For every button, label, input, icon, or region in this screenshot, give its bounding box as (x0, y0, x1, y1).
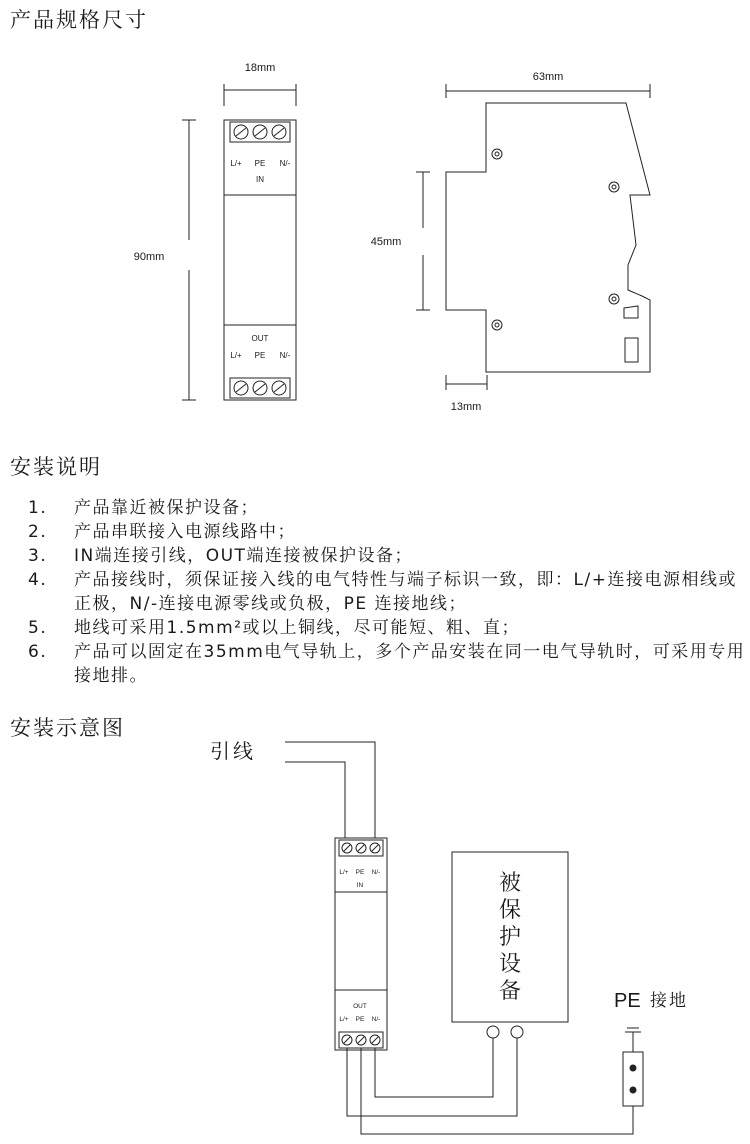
bottom-terminal-label: L/+ (339, 1016, 349, 1023)
out-label: OUT (251, 334, 269, 343)
ground-label: 接地 (650, 991, 688, 1010)
offset-dimension: 13mm (450, 401, 482, 413)
out-label: OUT (353, 1003, 367, 1010)
dimensions-title: 产品规格尺寸 (10, 8, 148, 32)
in-label: IN (256, 175, 264, 184)
height-dimension: 90mm (133, 251, 165, 263)
top-terminal-label: PE (254, 159, 266, 168)
dimension-drawing (0, 30, 750, 450)
schematic-title: 安装示意图 (10, 716, 125, 740)
in-label: IN (356, 882, 364, 889)
bottom-terminal-label: N/- (371, 1016, 381, 1023)
list-item: 6. 产品可以固定在35mm电气导轨上，多个产品安装在同一电气导轨时，可采用专用接地排。 (28, 642, 746, 686)
list-item: 2. 产品串联接入电源线路中； (28, 522, 296, 542)
top-terminal-label: PE (355, 869, 365, 876)
bottom-terminal-label: N/- (279, 351, 291, 360)
bottom-terminal-label: PE (355, 1016, 365, 1023)
bottom-terminal-label: L/+ (230, 351, 242, 360)
installation-schematic (0, 736, 750, 1136)
protected-device-label: 被保护设备 (498, 870, 522, 1003)
install-notes-title: 安装说明 (10, 455, 102, 479)
list-item: 5. 地线可采用1.5mm²或以上铜线，尽可能短、粗、直； (28, 618, 520, 638)
top-terminal-label: L/+ (339, 869, 349, 876)
top-terminal-label: N/- (371, 869, 381, 876)
pe-label: PE (614, 990, 641, 1012)
list-item: 4. 产品接线时，须保证接入线的电气特性与端子标识一致，即：L/+连接电源相线或正极，N/-连接电源零线或负极，PE 连接地线； (28, 570, 737, 614)
depth-dimension: 63mm (532, 71, 564, 83)
top-terminal-label: L/+ (230, 159, 242, 168)
width-dimension: 18mm (244, 62, 276, 74)
lead-label: 引线 (210, 741, 256, 763)
bottom-terminal-label: PE (254, 351, 266, 360)
instruction-list (28, 496, 748, 688)
list-item: 1. 产品靠近被保护设备； (28, 498, 259, 518)
list-item: 3. IN端连接引线，OUT端连接被保护设备； (28, 546, 413, 566)
top-terminal-label: N/- (279, 159, 291, 168)
front-dimension: 45mm (370, 236, 402, 248)
